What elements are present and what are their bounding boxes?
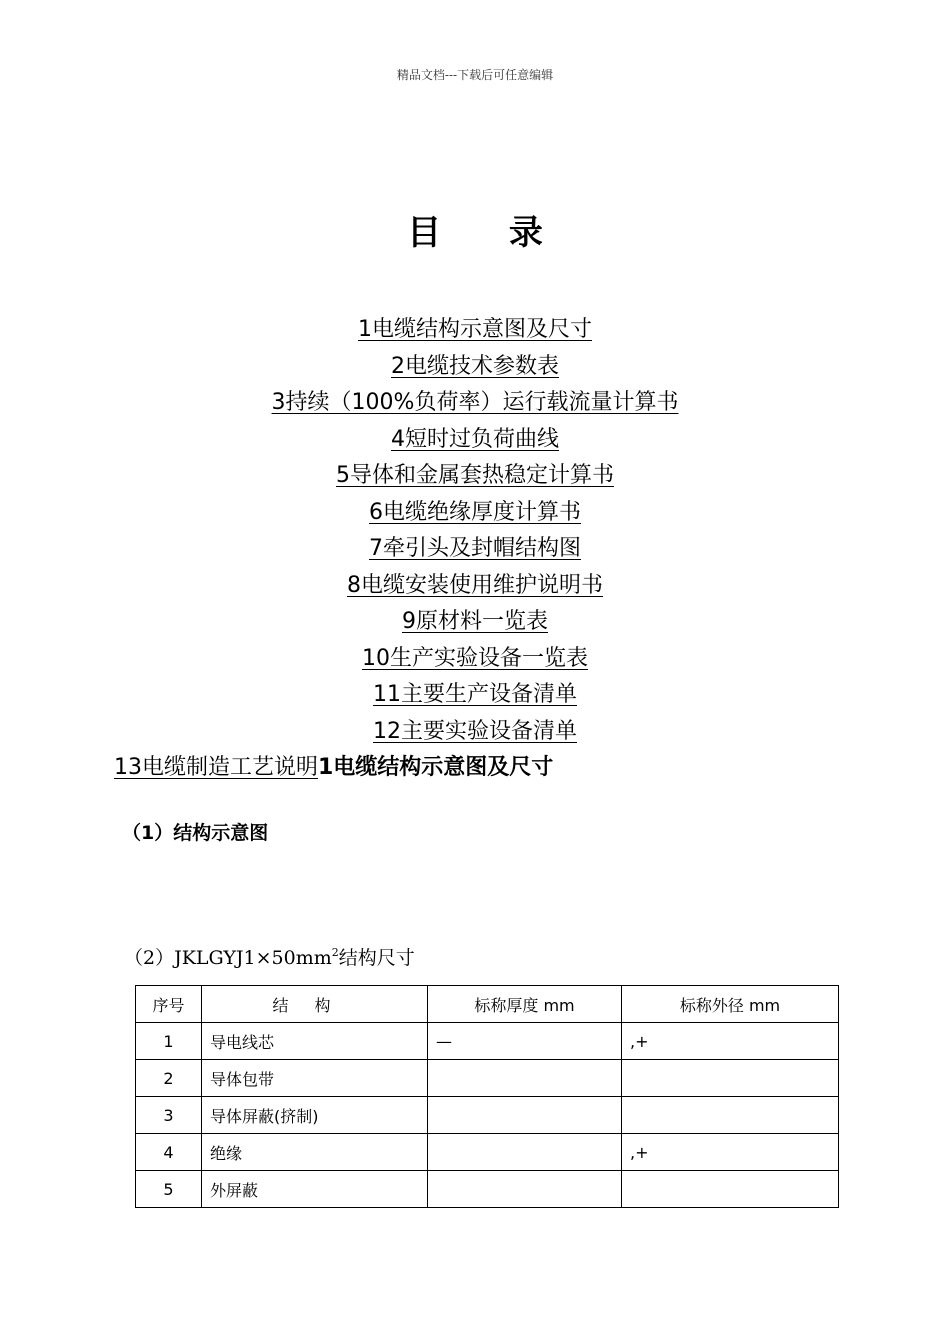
sub2-superscript: 2	[331, 946, 339, 959]
toc-item[interactable]	[0, 349, 950, 386]
toc-link[interactable]: 2电缆技术参数表	[391, 353, 559, 379]
toc-link[interactable]: 1电缆结构示意图及尺寸	[358, 317, 592, 342]
toc-item[interactable]	[0, 495, 950, 532]
toc-link[interactable]: 10生产实验设备一览表	[362, 645, 588, 671]
subsection-structure-diagram: （1）结构示意图	[122, 822, 269, 844]
toc-link[interactable]: 4短时过负荷曲线	[391, 426, 559, 452]
toc-item[interactable]	[0, 677, 950, 714]
toc-item[interactable]	[0, 531, 950, 568]
toc-link[interactable]: 7牵引头及封帽结构图	[369, 536, 581, 561]
table-row	[136, 1134, 839, 1171]
toc-link[interactable]: 6电缆绝缘厚度计算书	[369, 499, 581, 525]
table-cell	[428, 1171, 622, 1208]
table-cell	[622, 1060, 839, 1097]
table-cell	[428, 1060, 622, 1097]
toc-item[interactable]	[0, 312, 950, 349]
toc-link[interactable]: 8电缆安装使用维护说明书	[347, 572, 603, 598]
table-row	[136, 1023, 839, 1060]
table-cell: 1	[136, 1023, 202, 1060]
structure-table	[135, 985, 839, 1208]
toc-item[interactable]	[0, 458, 950, 495]
page-title: 目 录	[407, 213, 571, 253]
toc-link[interactable]: 11主要生产设备清单	[373, 682, 577, 707]
page-header: 精品文档---下载后可任意编辑	[396, 68, 554, 82]
toc-item[interactable]	[0, 604, 950, 641]
table-cell	[428, 1097, 622, 1134]
table-of-contents	[0, 312, 950, 750]
sub2-prefix: （2）JKLGYJ1×50mm	[124, 947, 332, 969]
table-cell: 导体包带	[202, 1060, 428, 1097]
table-cell	[428, 1134, 622, 1171]
table-cell: —	[428, 1023, 622, 1060]
table-row	[136, 1171, 839, 1208]
table-cell: 导电线芯	[202, 1023, 428, 1060]
toc-item[interactable]	[0, 641, 950, 678]
table-cell: 外屏蔽	[202, 1171, 428, 1208]
toc-link[interactable]: 3持续（100%负荷率）运行载流量计算书	[271, 390, 679, 415]
table-cell: ,+	[622, 1023, 839, 1060]
table-cell: 3	[136, 1097, 202, 1134]
table-cell	[622, 1097, 839, 1134]
section-heading: 1电缆结构示意图及尺寸	[318, 755, 554, 780]
table-row	[136, 1097, 839, 1134]
table-cell: 导体屏蔽(挤制)	[202, 1097, 428, 1134]
toc-link[interactable]: 12主要实验设备清单	[373, 718, 577, 744]
header-cell: 序号	[136, 986, 202, 1023]
toc-item[interactable]	[0, 568, 950, 605]
table-cell: 绝缘	[202, 1134, 428, 1171]
header-cell: 标称厚度 mm	[428, 986, 622, 1023]
table-cell: 5	[136, 1171, 202, 1208]
table-row	[136, 1060, 839, 1097]
toc-item[interactable]	[0, 385, 950, 422]
subsection-structure-dimensions	[124, 943, 415, 970]
toc-link[interactable]: 9原材料一览表	[402, 609, 548, 634]
sub2-suffix: 结构尺寸	[338, 947, 415, 969]
table-cell	[622, 1171, 839, 1208]
toc-item[interactable]	[0, 714, 950, 751]
header-cell: 结构	[202, 986, 428, 1023]
header-cell: 标称外径 mm	[622, 986, 839, 1023]
toc-last-line	[114, 750, 553, 786]
table-cell: ,+	[622, 1134, 839, 1171]
toc-item[interactable]	[0, 422, 950, 459]
toc-link[interactable]: 5导体和金属套热稳定计算书	[336, 463, 614, 488]
table-cell: 2	[136, 1060, 202, 1097]
toc-link[interactable]: 13电缆制造工艺说明	[114, 755, 318, 780]
table-header-row	[136, 986, 839, 1023]
table-cell: 4	[136, 1134, 202, 1171]
